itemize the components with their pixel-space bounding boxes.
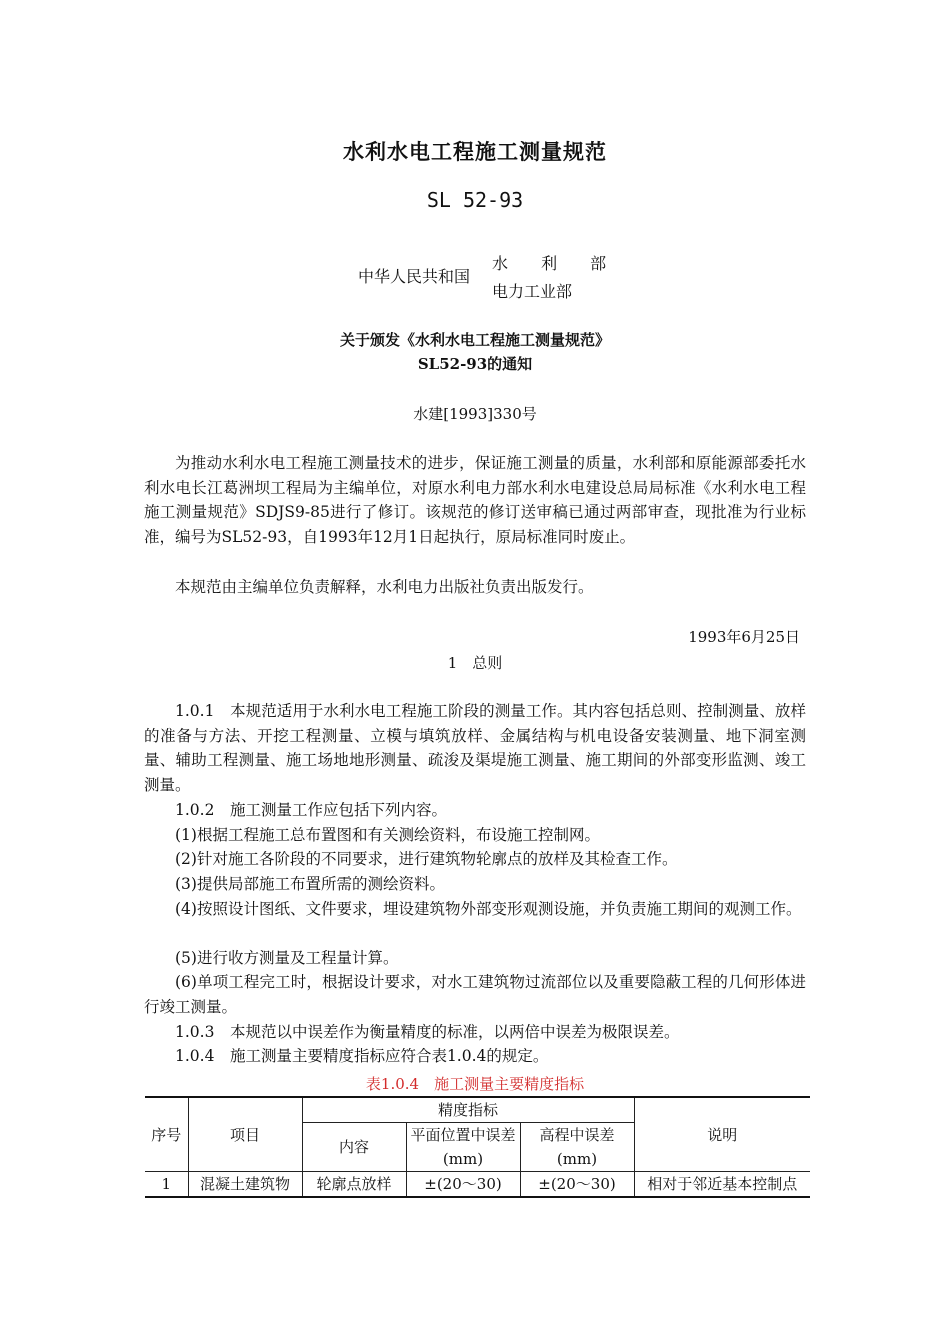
notice-title-line-2: SL52-93的通知 bbox=[417, 355, 533, 373]
list-item-4: (4)按照设计图纸、文件要求，埋设建筑物外部变形观测设施，并负责施工期间的观测工作。 bbox=[175, 900, 802, 918]
issuer-ministry-power: 电力工业部 bbox=[492, 282, 573, 301]
notice-date: 1993年6月25日 bbox=[688, 628, 800, 646]
header-content: 内容 bbox=[302, 1123, 406, 1172]
clause-1-0-1: 1.0.1 本规范适用于水利水电工程施工阶段的测量工作。其内容包括总则、控制测量、放样的准备与方法、开挖工程测量、立模与填筑放样、金属结构与机电设备安装测量、地下洞室测量、辅助工程测量、施工场地地形测量、疏浚及渠堤施工测量、施工期间的外部变形监测、竣工测量。 bbox=[144, 702, 806, 794]
cell-content: 轮廓点放样 bbox=[302, 1172, 406, 1198]
chapter-title: 1 总则 bbox=[447, 654, 503, 672]
header-note: 说明 bbox=[634, 1097, 810, 1172]
list-item-3: (3)提供局部施工布置所需的测绘资料。 bbox=[175, 875, 445, 893]
notice-paragraph-1: 为推动水利水电工程施工测量技术的进步，保证施工测量的质量，水利部和原能源部委托水利水电长江葛洲坝工程局为主编单位，对原水利电力部水利水电建设总局局标准《水利水电工程施工测量规范》SDJS9-85进行了修订。该规范的修订送审稿已通过两部审查，现批准为行业标准，编号为SL52-93，自1993年12月1日起执行，原局标准同时废止。 bbox=[144, 454, 806, 546]
issuer-ministry-water: 水 利 部 bbox=[492, 254, 621, 273]
cell-plane: ±(20～30) bbox=[406, 1172, 520, 1198]
issuer-country: 中华人民共和国 bbox=[358, 267, 471, 286]
header-precision-group: 精度指标 bbox=[302, 1097, 634, 1123]
table-caption: 表1.0.4 施工测量主要精度指标 bbox=[365, 1075, 585, 1093]
cell-item: 混凝土建筑物 bbox=[188, 1172, 302, 1198]
list-item-2: (2)针对施工各阶段的不同要求，进行建筑物轮廓点的放样及其检查工作。 bbox=[175, 850, 678, 868]
list-item-1: (1)根据工程施工总布置图和有关测绘资料，布设施工控制网。 bbox=[175, 826, 600, 844]
header-plane: 平面位置中误差(mm) bbox=[406, 1123, 520, 1172]
issuer-ministries bbox=[492, 250, 620, 306]
clause-1-0-2: 1.0.2 施工测量工作应包括下列内容。 bbox=[175, 801, 447, 819]
list-item-5: (5)进行收方测量及工程量计算。 bbox=[175, 949, 399, 967]
cell-elevation: ±(20～30) bbox=[520, 1172, 634, 1198]
clause-1-0-4: 1.0.4 施工测量主要精度指标应符合表1.0.4的规定。 bbox=[175, 1047, 549, 1065]
header-item: 项目 bbox=[188, 1097, 302, 1172]
list-item-6: (6)单项工程完工时，根据设计要求，对水工建筑物过流部位以及重要隐蔽工程的几何形体进行竣工测量。 bbox=[144, 973, 806, 1016]
standard-code: SL 52-93 bbox=[426, 188, 524, 212]
header-no: 序号 bbox=[145, 1097, 188, 1172]
cell-note: 相对于邻近基本控制点 bbox=[634, 1172, 810, 1198]
precision-table bbox=[145, 1096, 810, 1198]
clause-1-0-3: 1.0.3 本规范以中误差作为衡量精度的标准，以两倍中误差为极限误差。 bbox=[175, 1023, 680, 1041]
notice-paragraph-2: 本规范由主编单位负责解释，水利电力出版社负责出版发行。 bbox=[175, 578, 594, 596]
cell-no: 1 bbox=[145, 1172, 188, 1198]
header-elevation: 高程中误差(mm) bbox=[520, 1123, 634, 1172]
document-title: 水利水电工程施工测量规范 bbox=[343, 139, 607, 164]
notice-title bbox=[0, 328, 950, 376]
table-row bbox=[145, 1172, 810, 1198]
notice-title-line-1: 关于颁发《水利水电工程施工测量规范》 bbox=[339, 331, 610, 349]
table-header-row bbox=[145, 1097, 810, 1123]
document-number: 水建[1993]330号 bbox=[413, 405, 537, 423]
